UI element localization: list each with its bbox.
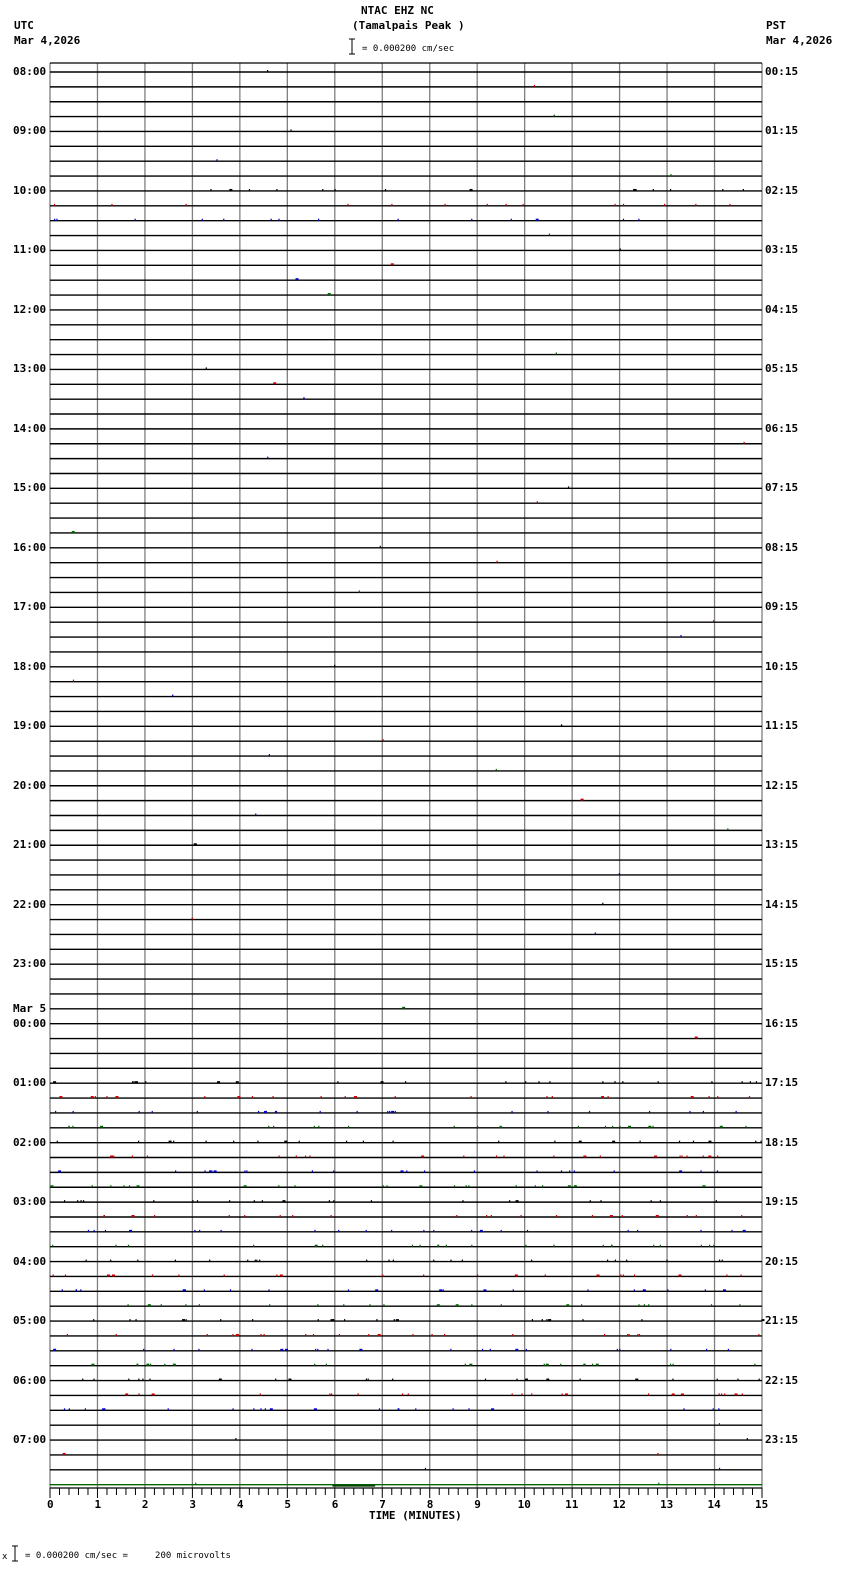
right-date: Mar 4,2026 (766, 34, 833, 47)
utc-hour-label: 06:00 (13, 1373, 47, 1387)
x-tick-label: 2 (141, 1498, 149, 1511)
utc-hour-label: 05:00 (13, 1314, 47, 1328)
pst-hour-label: 15:15 (765, 957, 799, 971)
pst-hour-label: 13:15 (765, 838, 799, 852)
pst-hour-label: 12:15 (765, 778, 799, 792)
utc-hour-label: 22:00 (13, 897, 47, 911)
pst-hour-label: 00:15 (765, 65, 799, 78)
pst-hour-label: 08:15 (765, 540, 799, 554)
footer-scale-text: = 0.000200 cm/sec = 200 microvolts (25, 1551, 231, 1561)
footer-prefix: x (2, 1552, 8, 1562)
x-tick-label: 12 (612, 1498, 626, 1511)
utc-hour-label: 01:00 (13, 1076, 47, 1090)
x-tick-label: 7 (379, 1498, 386, 1511)
station-location: (Tamalpais Peak ) (352, 19, 465, 32)
footer-scale-bar-icon (11, 1545, 19, 1563)
utc-hour-label: 00:00 (13, 1016, 47, 1030)
x-tick-label: 0 (47, 1498, 54, 1511)
pst-hour-label: 09:15 (765, 600, 799, 614)
x-tick-label: 5 (284, 1498, 291, 1511)
utc-hour-label: 09:00 (13, 124, 47, 138)
scale-text: = 0.000200 cm/sec (362, 44, 455, 54)
station-title: NTAC EHZ NC (361, 4, 434, 17)
pst-hour-label: 05:15 (765, 362, 799, 376)
pst-hour-label: 17:15 (765, 1076, 799, 1090)
utc-hour-label: 15:00 (13, 481, 47, 495)
utc-hour-label: 11:00 (13, 243, 47, 257)
pst-hour-label: 18:15 (765, 1135, 799, 1149)
utc-hour-label: 16:00 (13, 540, 47, 554)
utc-hour-label: 18:00 (13, 659, 47, 673)
utc-hour-label: 21:00 (13, 838, 47, 852)
utc-date-change-label: Mar 5 (13, 1001, 47, 1015)
utc-hour-label: 23:00 (13, 957, 47, 971)
left-date: Mar 4,2026 (14, 34, 81, 47)
utc-hour-label: 07:00 (13, 1433, 47, 1447)
x-tick-label: 6 (331, 1498, 339, 1511)
x-axis-title: TIME (MINUTES) (369, 1509, 462, 1522)
utc-hour-label: 13:00 (13, 362, 47, 376)
utc-hour-label: 04:00 (13, 1254, 47, 1268)
pst-hour-label: 06:15 (765, 421, 799, 435)
pst-hour-label: 10:15 (765, 659, 799, 673)
utc-hour-label: 19:00 (13, 719, 47, 733)
utc-hour-label: 10:00 (13, 183, 47, 197)
pst-hour-label: 19:15 (765, 1195, 799, 1209)
pst-hour-label: 20:15 (765, 1254, 799, 1268)
pst-hour-label: 11:15 (765, 719, 799, 733)
pst-hour-label: 14:15 (765, 897, 799, 911)
pst-hour-label: 21:15 (765, 1314, 799, 1328)
x-tick-label: 1 (94, 1498, 102, 1511)
x-tick-label: 4 (236, 1498, 244, 1511)
pst-hour-label: 04:15 (765, 302, 799, 316)
pst-hour-label: 16:15 (765, 1016, 799, 1030)
pst-hour-label: 07:15 (765, 481, 799, 495)
utc-hour-label: 03:00 (13, 1195, 47, 1209)
utc-hour-label: 20:00 (13, 778, 47, 792)
x-tick-label: 14 (707, 1498, 721, 1511)
right-timezone: PST (766, 19, 786, 32)
x-tick-label: 3 (189, 1498, 197, 1511)
pst-hour-label: 22:15 (765, 1373, 799, 1387)
x-tick-label: 9 (474, 1498, 481, 1511)
utc-hour-label: 14:00 (13, 421, 47, 435)
x-tick-label: 8 (426, 1498, 434, 1511)
left-timezone: UTC (14, 19, 34, 32)
pst-hour-label: 02:15 (765, 183, 799, 197)
x-tick-label: 10 (517, 1498, 531, 1511)
x-tick-label: 11 (565, 1498, 579, 1511)
utc-hour-label: 12:00 (13, 302, 47, 316)
x-tick-label: 13 (660, 1498, 674, 1511)
pst-hour-label: 03:15 (765, 243, 799, 257)
utc-hour-label: 17:00 (13, 600, 47, 614)
utc-hour-label: 08:00 (13, 65, 47, 78)
utc-hour-label: 02:00 (13, 1135, 47, 1149)
x-tick-label: 15 (755, 1498, 769, 1511)
pst-hour-label: 01:15 (765, 124, 799, 138)
pst-hour-label: 23:15 (765, 1433, 799, 1447)
